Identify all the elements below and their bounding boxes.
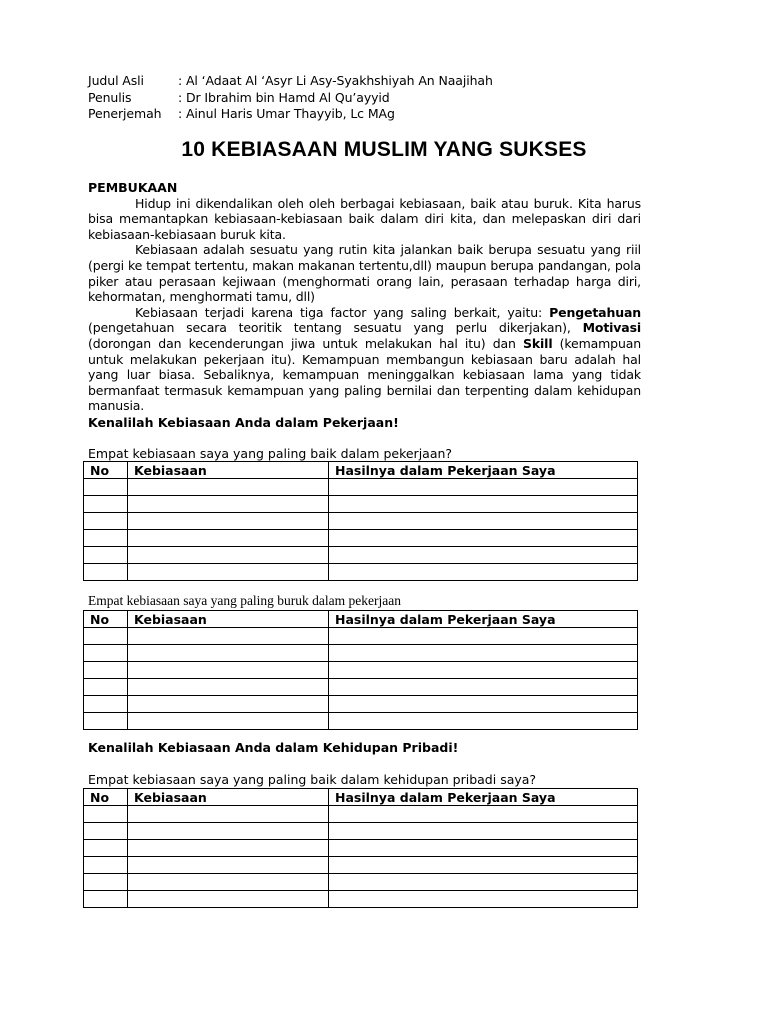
document-metadata bbox=[88, 73, 493, 123]
table-cell[interactable] bbox=[84, 874, 128, 891]
work-good-habits-table bbox=[83, 461, 638, 581]
table-cell[interactable] bbox=[84, 696, 128, 713]
personal-good-habits-table bbox=[83, 788, 638, 908]
meta-original-title bbox=[88, 73, 493, 90]
intro-paragraph-2: Kebiasaan adalah sesuatu yang rutin kita jalankan baik berupa sesuatu yang riil (pergi ke tempat tertentu, makan makanan tertentu,dll) maupun berupa pandangan, pola piker atau perasaan kejiwaan (menghormati orang lain, perasaan terhadap harga diri, kehormatan, menghormati tamu, dll) bbox=[88, 242, 641, 305]
meta-translator bbox=[88, 106, 493, 123]
table-cell[interactable] bbox=[128, 857, 329, 874]
col-no-header: No bbox=[84, 789, 128, 806]
table-cell[interactable] bbox=[84, 513, 128, 530]
table-cell[interactable] bbox=[329, 874, 638, 891]
table-row bbox=[84, 662, 638, 679]
table-cell[interactable] bbox=[84, 713, 128, 730]
col-no-header: No bbox=[84, 462, 128, 479]
table-cell[interactable] bbox=[84, 679, 128, 696]
table-cell[interactable] bbox=[84, 564, 128, 581]
text-span: Kebiasaan terjadi karena tiga factor yang saling berkait, yaitu: bbox=[135, 304, 550, 320]
table-cell[interactable] bbox=[329, 840, 638, 857]
table-cell[interactable] bbox=[329, 513, 638, 530]
table-cell[interactable] bbox=[329, 547, 638, 564]
text-span: (kemampuan untuk melakukan pekerjaan itu). Kemampuan membangun kebiasaan baru adalah hal yang luar biasa. Sebaliknya, kemampuan meninggalkan kebiasaan lama yang tidak bermanfaat termasuk kemampuan yang paling bernilai dan terpenting dalam kehidupan manusia. bbox=[88, 335, 641, 414]
table-cell[interactable] bbox=[329, 645, 638, 662]
text-span: (pengetahuan secara teoritik tentang sesuatu yang perlu dikerjakan), bbox=[88, 320, 583, 336]
table-cell[interactable] bbox=[329, 662, 638, 679]
text-span: (dorongan dan kecenderungan jiwa untuk melakukan hal itu) dan bbox=[88, 335, 524, 351]
table-cell[interactable] bbox=[329, 530, 638, 547]
table-cell[interactable] bbox=[84, 479, 128, 496]
keyword-motivasi: Motivasi bbox=[582, 320, 641, 336]
table-row bbox=[84, 628, 638, 645]
col-habit-header: Kebiasaan bbox=[128, 611, 329, 628]
meta-value: : Al ‘Adaat Al ‘Asyr Li Asy-Syakhshiyah An Naajihah bbox=[178, 73, 493, 88]
col-result-header: Hasilnya dalam Pekerjaan Saya bbox=[329, 789, 638, 806]
intro-heading: PEMBUKAAN bbox=[88, 180, 178, 195]
table-row bbox=[84, 857, 638, 874]
table-cell[interactable] bbox=[84, 496, 128, 513]
col-result-header: Hasilnya dalam Pekerjaan Saya bbox=[329, 611, 638, 628]
table-cell[interactable] bbox=[128, 645, 329, 662]
table-cell[interactable] bbox=[329, 713, 638, 730]
table-cell[interactable] bbox=[128, 806, 329, 823]
table-cell[interactable] bbox=[84, 806, 128, 823]
table-row bbox=[84, 479, 638, 496]
table-cell[interactable] bbox=[84, 891, 128, 908]
table-row bbox=[84, 891, 638, 908]
table-row bbox=[84, 696, 638, 713]
col-habit-header: Kebiasaan bbox=[128, 789, 329, 806]
table-cell[interactable] bbox=[128, 479, 329, 496]
table-cell[interactable] bbox=[128, 547, 329, 564]
meta-label: Penerjemah bbox=[88, 106, 162, 121]
meta-value: : Dr Ibrahim bin Hamd Al Qu’ayyid bbox=[178, 89, 390, 105]
table-cell[interactable] bbox=[128, 662, 329, 679]
table-cell[interactable] bbox=[84, 530, 128, 547]
table-row bbox=[84, 496, 638, 513]
work-bad-prompt: Empat kebiasaan saya yang paling buruk dalam pekerjaan bbox=[88, 593, 402, 608]
table-cell[interactable] bbox=[84, 823, 128, 840]
table-row bbox=[84, 645, 638, 662]
table-cell[interactable] bbox=[329, 696, 638, 713]
table-cell[interactable] bbox=[329, 891, 638, 908]
keyword-pengetahuan: Pengetahuan bbox=[549, 304, 641, 320]
table-cell[interactable] bbox=[128, 513, 329, 530]
table-cell[interactable] bbox=[128, 628, 329, 645]
intro-paragraph-3 bbox=[88, 305, 641, 414]
table-row bbox=[84, 840, 638, 857]
table-cell[interactable] bbox=[128, 823, 329, 840]
table-cell[interactable] bbox=[128, 530, 329, 547]
table-cell[interactable] bbox=[329, 564, 638, 581]
personal-good-prompt: Empat kebiasaan saya yang paling baik dalam kehidupan pribadi saya? bbox=[88, 772, 537, 787]
table-cell[interactable] bbox=[84, 662, 128, 679]
table-cell[interactable] bbox=[84, 857, 128, 874]
table-header-row bbox=[84, 462, 638, 479]
table-row bbox=[84, 547, 638, 564]
table-row bbox=[84, 806, 638, 823]
table-cell[interactable] bbox=[128, 696, 329, 713]
work-bad-habits-table bbox=[83, 610, 638, 730]
page-title: 10 KEBIASAAN MUSLIM YANG SUKSES bbox=[181, 138, 587, 161]
table-cell[interactable] bbox=[128, 840, 329, 857]
work-good-prompt: Empat kebiasaan saya yang paling baik dalam pekerjaan? bbox=[88, 446, 453, 461]
intro-paragraph-1: Hidup ini dikendalikan oleh oleh berbagai kebiasaan, baik atau buruk. Kita harus bisa memantapkan kebiasaan-kebiasaan baik dalam diri kita, dan melepaskan diri dari kebiasaan-kebiasaan buruk kita. bbox=[88, 195, 641, 242]
table-cell[interactable] bbox=[128, 891, 329, 908]
table-cell[interactable] bbox=[329, 823, 638, 840]
keyword-skill: Skill bbox=[523, 335, 553, 351]
table-cell[interactable] bbox=[84, 645, 128, 662]
table-cell[interactable] bbox=[128, 874, 329, 891]
table-row bbox=[84, 513, 638, 530]
col-no-header: No bbox=[84, 611, 128, 628]
table-cell[interactable] bbox=[329, 496, 638, 513]
intro-section bbox=[88, 180, 641, 414]
table-row bbox=[84, 679, 638, 696]
table-row bbox=[84, 874, 638, 891]
table-cell[interactable] bbox=[329, 806, 638, 823]
table-header-row bbox=[84, 789, 638, 806]
table-cell[interactable] bbox=[329, 628, 638, 645]
table-cell[interactable] bbox=[128, 679, 329, 696]
table-cell[interactable] bbox=[329, 857, 638, 874]
table-cell[interactable] bbox=[84, 547, 128, 564]
table-cell[interactable] bbox=[329, 479, 638, 496]
table-cell[interactable] bbox=[84, 628, 128, 645]
col-habit-header: Kebiasaan bbox=[128, 462, 329, 479]
table-row bbox=[84, 823, 638, 840]
meta-value: : Ainul Haris Umar Thayyib, Lc MAg bbox=[178, 106, 395, 121]
work-section-heading: Kenalilah Kebiasaan Anda dalam Pekerjaan! bbox=[88, 415, 399, 430]
personal-section-heading: Kenalilah Kebiasaan Anda dalam Kehidupan Pribadi! bbox=[88, 740, 459, 755]
table-row bbox=[84, 564, 638, 581]
table-cell[interactable] bbox=[128, 713, 329, 730]
table-cell[interactable] bbox=[128, 564, 329, 581]
meta-label: Penulis bbox=[88, 89, 132, 105]
table-row bbox=[84, 530, 638, 547]
table-cell[interactable] bbox=[329, 679, 638, 696]
meta-author bbox=[88, 90, 493, 107]
table-cell[interactable] bbox=[128, 496, 329, 513]
table-cell[interactable] bbox=[84, 840, 128, 857]
meta-label: Judul Asli bbox=[88, 73, 144, 88]
col-result-header: Hasilnya dalam Pekerjaan Saya bbox=[329, 462, 638, 479]
table-row bbox=[84, 713, 638, 730]
table-header-row bbox=[84, 611, 638, 628]
